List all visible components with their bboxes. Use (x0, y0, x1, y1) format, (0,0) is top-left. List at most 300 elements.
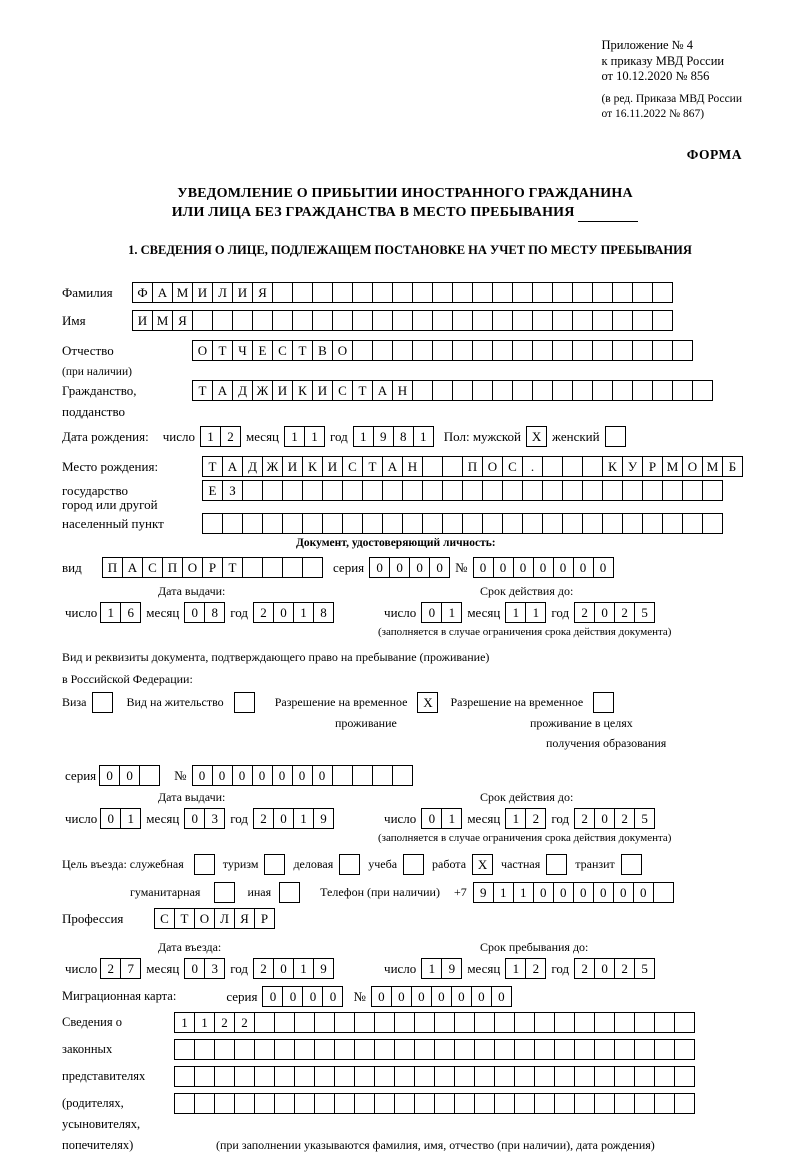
char-cell[interactable] (342, 513, 363, 534)
char-cell[interactable] (542, 480, 563, 501)
char-cell[interactable] (682, 480, 703, 501)
char-cell[interactable] (452, 340, 473, 361)
char-cell[interactable]: 2 (253, 958, 274, 979)
char-cell[interactable] (552, 282, 573, 303)
char-cell[interactable] (654, 1066, 675, 1087)
char-cell[interactable]: 0 (421, 602, 442, 623)
char-cell[interactable] (552, 340, 573, 361)
checkbox-purpose-study[interactable] (403, 854, 424, 875)
input-stay-until-day[interactable] (421, 958, 462, 979)
char-cell[interactable]: О (194, 908, 215, 929)
char-cell[interactable] (414, 1012, 435, 1033)
input-mig-series[interactable] (262, 986, 343, 1007)
checkbox-purpose-official[interactable] (194, 854, 215, 875)
char-cell[interactable]: 0 (232, 765, 253, 786)
char-cell[interactable] (522, 513, 543, 534)
char-cell[interactable]: Т (222, 557, 243, 578)
char-cell[interactable]: 2 (214, 1012, 235, 1033)
char-cell[interactable]: П (162, 557, 183, 578)
char-cell[interactable]: 0 (119, 765, 140, 786)
char-cell[interactable] (602, 480, 623, 501)
char-cell[interactable] (594, 1012, 615, 1033)
char-cell[interactable]: 5 (634, 808, 655, 829)
char-cell[interactable]: X (526, 426, 547, 447)
checkbox-purpose-other[interactable] (279, 882, 300, 903)
char-cell[interactable] (562, 480, 583, 501)
char-cell[interactable] (322, 480, 343, 501)
char-cell[interactable]: 0 (573, 557, 594, 578)
char-cell[interactable] (294, 1066, 315, 1087)
char-cell[interactable]: Е (252, 340, 273, 361)
char-cell[interactable] (292, 310, 313, 331)
char-cell[interactable]: Н (392, 380, 413, 401)
char-cell[interactable]: Т (212, 340, 233, 361)
char-cell[interactable] (592, 380, 613, 401)
char-cell[interactable]: 1 (505, 602, 526, 623)
char-cell[interactable]: 0 (411, 986, 432, 1007)
char-cell[interactable]: А (222, 456, 243, 477)
char-cell[interactable] (394, 1039, 415, 1060)
char-cell[interactable]: 2 (574, 808, 595, 829)
char-cell[interactable]: С (154, 908, 175, 929)
input-name[interactable] (132, 310, 673, 331)
char-cell[interactable]: М (172, 282, 193, 303)
char-cell[interactable] (392, 282, 413, 303)
checkbox-purpose-humanitarian[interactable] (214, 882, 235, 903)
input-birthplace-city-line2[interactable] (202, 480, 723, 501)
char-cell[interactable] (482, 480, 503, 501)
char-cell[interactable] (392, 765, 413, 786)
char-cell[interactable] (552, 380, 573, 401)
input-birth-month[interactable] (284, 426, 325, 447)
char-cell[interactable] (474, 1039, 495, 1060)
char-cell[interactable] (622, 480, 643, 501)
char-cell[interactable] (192, 310, 213, 331)
char-cell[interactable]: И (322, 456, 343, 477)
char-cell[interactable] (174, 1039, 195, 1060)
char-cell[interactable]: А (372, 380, 393, 401)
char-cell[interactable]: 0 (471, 986, 492, 1007)
char-cell[interactable] (546, 854, 567, 875)
char-cell[interactable] (592, 340, 613, 361)
char-cell[interactable] (612, 310, 633, 331)
char-cell[interactable] (494, 1012, 515, 1033)
char-cell[interactable]: 9 (313, 808, 334, 829)
char-cell[interactable]: 0 (533, 882, 554, 903)
char-cell[interactable] (602, 513, 623, 534)
input-surname[interactable] (132, 282, 673, 303)
char-cell[interactable]: З (222, 480, 243, 501)
char-cell[interactable]: 0 (262, 986, 283, 1007)
char-cell[interactable] (632, 340, 653, 361)
char-cell[interactable]: 0 (273, 602, 294, 623)
char-cell[interactable]: 1 (505, 808, 526, 829)
char-cell[interactable] (572, 340, 593, 361)
char-cell[interactable]: 2 (525, 808, 546, 829)
char-cell[interactable] (374, 1093, 395, 1114)
char-cell[interactable]: 0 (431, 986, 452, 1007)
char-cell[interactable] (334, 1093, 355, 1114)
char-cell[interactable] (632, 310, 653, 331)
char-cell[interactable]: 0 (594, 602, 615, 623)
checkbox-visa[interactable] (92, 692, 113, 713)
char-cell[interactable] (279, 882, 300, 903)
char-cell[interactable] (612, 282, 633, 303)
char-cell[interactable] (554, 1066, 575, 1087)
char-cell[interactable]: 0 (593, 882, 614, 903)
char-cell[interactable] (254, 1039, 275, 1060)
char-cell[interactable] (454, 1093, 475, 1114)
char-cell[interactable] (612, 380, 633, 401)
char-cell[interactable] (292, 282, 313, 303)
input-doc-valid-month[interactable] (505, 602, 546, 623)
char-cell[interactable]: Т (352, 380, 373, 401)
char-cell[interactable] (294, 1012, 315, 1033)
char-cell[interactable] (593, 692, 614, 713)
char-cell[interactable] (542, 456, 563, 477)
char-cell[interactable]: 1 (505, 958, 526, 979)
char-cell[interactable]: 0 (100, 808, 121, 829)
checkbox-purpose-private[interactable] (546, 854, 567, 875)
char-cell[interactable] (474, 1012, 495, 1033)
char-cell[interactable] (674, 1066, 695, 1087)
char-cell[interactable] (372, 765, 393, 786)
char-cell[interactable] (352, 765, 373, 786)
char-cell[interactable]: 0 (184, 808, 205, 829)
char-cell[interactable] (572, 380, 593, 401)
char-cell[interactable]: 1 (441, 808, 462, 829)
char-cell[interactable] (582, 480, 603, 501)
char-cell[interactable]: 3 (204, 958, 225, 979)
char-cell[interactable] (392, 340, 413, 361)
char-cell[interactable] (234, 692, 255, 713)
char-cell[interactable] (294, 1039, 315, 1060)
char-cell[interactable]: Ж (262, 456, 283, 477)
char-cell[interactable] (362, 513, 383, 534)
char-cell[interactable] (582, 456, 603, 477)
char-cell[interactable] (232, 310, 253, 331)
char-cell[interactable]: Н (402, 456, 423, 477)
char-cell[interactable]: 0 (451, 986, 472, 1007)
char-cell[interactable] (334, 1039, 355, 1060)
char-cell[interactable] (634, 1039, 655, 1060)
checkbox-purpose-tourism[interactable] (264, 854, 285, 875)
char-cell[interactable] (342, 480, 363, 501)
char-cell[interactable]: С (332, 380, 353, 401)
char-cell[interactable] (672, 380, 693, 401)
char-cell[interactable] (412, 282, 433, 303)
char-cell[interactable] (282, 557, 303, 578)
char-cell[interactable] (514, 1039, 535, 1060)
char-cell[interactable] (382, 480, 403, 501)
char-cell[interactable] (222, 513, 243, 534)
char-cell[interactable] (194, 1039, 215, 1060)
char-cell[interactable] (314, 1012, 335, 1033)
char-cell[interactable] (592, 310, 613, 331)
char-cell[interactable] (394, 1066, 415, 1087)
char-cell[interactable] (262, 557, 283, 578)
char-cell[interactable] (432, 380, 453, 401)
char-cell[interactable] (434, 1093, 455, 1114)
char-cell[interactable]: 0 (322, 986, 343, 1007)
char-cell[interactable] (594, 1066, 615, 1087)
char-cell[interactable]: 0 (421, 808, 442, 829)
char-cell[interactable]: 1 (525, 602, 546, 623)
char-cell[interactable] (642, 513, 663, 534)
input-doc-series[interactable] (369, 557, 450, 578)
input-stay-valid-year[interactable] (574, 808, 655, 829)
char-cell[interactable]: 1 (493, 882, 514, 903)
char-cell[interactable]: 1 (353, 426, 374, 447)
char-cell[interactable]: Р (202, 557, 223, 578)
char-cell[interactable]: Я (172, 310, 193, 331)
char-cell[interactable] (272, 310, 293, 331)
char-cell[interactable] (194, 1066, 215, 1087)
char-cell[interactable]: 0 (184, 958, 205, 979)
char-cell[interactable] (242, 513, 263, 534)
char-cell[interactable] (432, 310, 453, 331)
char-cell[interactable]: Е (202, 480, 223, 501)
char-cell[interactable]: 1 (284, 426, 305, 447)
char-cell[interactable] (652, 310, 673, 331)
char-cell[interactable] (652, 282, 673, 303)
char-cell[interactable]: И (312, 380, 333, 401)
char-cell[interactable] (474, 1066, 495, 1087)
char-cell[interactable]: И (132, 310, 153, 331)
char-cell[interactable]: 2 (234, 1012, 255, 1033)
char-cell[interactable] (534, 1039, 555, 1060)
char-cell[interactable]: Р (254, 908, 275, 929)
checkbox-purpose-work[interactable] (472, 854, 493, 875)
char-cell[interactable]: 1 (304, 426, 325, 447)
char-cell[interactable]: 5 (634, 958, 655, 979)
char-cell[interactable] (622, 513, 643, 534)
char-cell[interactable] (492, 340, 513, 361)
char-cell[interactable]: 0 (613, 882, 634, 903)
char-cell[interactable]: 0 (553, 882, 574, 903)
char-cell[interactable] (653, 882, 674, 903)
char-cell[interactable]: Р (642, 456, 663, 477)
char-cell[interactable]: 0 (473, 557, 494, 578)
input-stay-until-year[interactable] (574, 958, 655, 979)
char-cell[interactable]: 0 (273, 958, 294, 979)
char-cell[interactable] (652, 380, 673, 401)
char-cell[interactable]: У (622, 456, 643, 477)
char-cell[interactable]: С (502, 456, 523, 477)
char-cell[interactable]: О (332, 340, 353, 361)
char-cell[interactable] (442, 456, 463, 477)
input-stay-until-month[interactable] (505, 958, 546, 979)
char-cell[interactable] (274, 1066, 295, 1087)
char-cell[interactable] (594, 1039, 615, 1060)
input-doc-issue-month[interactable] (184, 602, 225, 623)
char-cell[interactable] (674, 1039, 695, 1060)
char-cell[interactable]: К (602, 456, 623, 477)
char-cell[interactable] (274, 1012, 295, 1033)
input-profession[interactable] (154, 908, 275, 929)
char-cell[interactable]: К (292, 380, 313, 401)
char-cell[interactable] (512, 380, 533, 401)
char-cell[interactable] (534, 1012, 555, 1033)
char-cell[interactable] (174, 1066, 195, 1087)
char-cell[interactable] (494, 1039, 515, 1060)
char-cell[interactable] (282, 513, 303, 534)
char-cell[interactable] (412, 340, 433, 361)
char-cell[interactable] (512, 310, 533, 331)
input-stay-issue-day[interactable] (100, 808, 141, 829)
char-cell[interactable] (414, 1039, 435, 1060)
char-cell[interactable] (614, 1039, 635, 1060)
char-cell[interactable]: 0 (409, 557, 430, 578)
char-cell[interactable]: 0 (302, 986, 323, 1007)
char-cell[interactable] (612, 340, 633, 361)
char-cell[interactable] (502, 513, 523, 534)
char-cell[interactable]: М (662, 456, 683, 477)
char-cell[interactable] (432, 282, 453, 303)
char-cell[interactable] (352, 282, 373, 303)
char-cell[interactable]: И (232, 282, 253, 303)
char-cell[interactable] (262, 480, 283, 501)
char-cell[interactable]: 0 (533, 557, 554, 578)
input-entry-day[interactable] (100, 958, 141, 979)
char-cell[interactable] (422, 480, 443, 501)
char-cell[interactable]: Д (232, 380, 253, 401)
char-cell[interactable] (174, 1093, 195, 1114)
input-stay-series[interactable] (99, 765, 160, 786)
char-cell[interactable]: X (472, 854, 493, 875)
char-cell[interactable] (652, 340, 673, 361)
char-cell[interactable]: Ф (132, 282, 153, 303)
char-cell[interactable] (332, 310, 353, 331)
char-cell[interactable] (492, 310, 513, 331)
char-cell[interactable] (572, 282, 593, 303)
char-cell[interactable] (214, 1066, 235, 1087)
input-stay-issue-month[interactable] (184, 808, 225, 829)
char-cell[interactable]: 8 (313, 602, 334, 623)
char-cell[interactable]: П (102, 557, 123, 578)
char-cell[interactable] (614, 1012, 635, 1033)
char-cell[interactable] (494, 1066, 515, 1087)
char-cell[interactable] (262, 513, 283, 534)
char-cell[interactable] (254, 1012, 275, 1033)
char-cell[interactable]: А (152, 282, 173, 303)
char-cell[interactable] (674, 1012, 695, 1033)
char-cell[interactable] (634, 1066, 655, 1087)
char-cell[interactable] (692, 380, 713, 401)
char-cell[interactable] (514, 1066, 535, 1087)
char-cell[interactable] (354, 1012, 375, 1033)
char-cell[interactable]: Л (214, 908, 235, 929)
char-cell[interactable]: 2 (574, 958, 595, 979)
char-cell[interactable] (403, 854, 424, 875)
char-cell[interactable] (354, 1066, 375, 1087)
char-cell[interactable] (512, 340, 533, 361)
char-cell[interactable] (542, 513, 563, 534)
char-cell[interactable]: 9 (373, 426, 394, 447)
char-cell[interactable] (654, 1093, 675, 1114)
char-cell[interactable] (532, 310, 553, 331)
char-cell[interactable] (334, 1012, 355, 1033)
input-birth-day[interactable] (200, 426, 241, 447)
char-cell[interactable] (234, 1093, 255, 1114)
input-entry-month[interactable] (184, 958, 225, 979)
char-cell[interactable] (472, 310, 493, 331)
char-cell[interactable]: П (462, 456, 483, 477)
char-cell[interactable]: 2 (253, 602, 274, 623)
char-cell[interactable] (414, 1066, 435, 1087)
char-cell[interactable]: О (682, 456, 703, 477)
input-legal-rep-line-1[interactable] (174, 1012, 695, 1033)
char-cell[interactable] (374, 1012, 395, 1033)
input-doc-issue-year[interactable] (253, 602, 334, 623)
char-cell[interactable] (252, 310, 273, 331)
char-cell[interactable] (574, 1066, 595, 1087)
char-cell[interactable] (472, 340, 493, 361)
char-cell[interactable] (482, 513, 503, 534)
char-cell[interactable]: И (282, 456, 303, 477)
char-cell[interactable] (264, 854, 285, 875)
char-cell[interactable] (592, 282, 613, 303)
input-doc-issue-day[interactable] (100, 602, 141, 623)
char-cell[interactable] (614, 1093, 635, 1114)
input-legal-rep-line-4[interactable] (174, 1093, 695, 1114)
char-cell[interactable]: 2 (525, 958, 546, 979)
char-cell[interactable] (312, 310, 333, 331)
char-cell[interactable] (402, 480, 423, 501)
char-cell[interactable]: Я (252, 282, 273, 303)
char-cell[interactable]: Т (192, 380, 213, 401)
char-cell[interactable] (352, 340, 373, 361)
char-cell[interactable] (554, 1012, 575, 1033)
char-cell[interactable] (654, 1012, 675, 1033)
char-cell[interactable] (412, 310, 433, 331)
char-cell[interactable] (352, 310, 373, 331)
char-cell[interactable]: 2 (574, 602, 595, 623)
input-legal-rep-line-2[interactable] (174, 1039, 695, 1060)
char-cell[interactable] (139, 765, 160, 786)
char-cell[interactable] (502, 480, 523, 501)
char-cell[interactable] (492, 380, 513, 401)
char-cell[interactable] (254, 1093, 275, 1114)
char-cell[interactable] (332, 765, 353, 786)
char-cell[interactable]: 9 (441, 958, 462, 979)
char-cell[interactable] (302, 513, 323, 534)
char-cell[interactable] (432, 340, 453, 361)
char-cell[interactable] (632, 380, 653, 401)
char-cell[interactable] (562, 456, 583, 477)
char-cell[interactable]: 1 (293, 958, 314, 979)
char-cell[interactable]: 0 (593, 557, 614, 578)
char-cell[interactable]: Я (234, 908, 255, 929)
char-cell[interactable] (552, 310, 573, 331)
char-cell[interactable]: А (212, 380, 233, 401)
char-cell[interactable]: 0 (252, 765, 273, 786)
char-cell[interactable] (372, 282, 393, 303)
checkbox-purpose-business[interactable] (339, 854, 360, 875)
char-cell[interactable] (452, 380, 473, 401)
char-cell[interactable] (472, 282, 493, 303)
char-cell[interactable]: 1 (120, 808, 141, 829)
char-cell[interactable] (372, 340, 393, 361)
char-cell[interactable]: 0 (513, 557, 534, 578)
char-cell[interactable]: 0 (553, 557, 574, 578)
input-phone[interactable] (473, 882, 674, 903)
char-cell[interactable] (654, 1039, 675, 1060)
char-cell[interactable] (532, 380, 553, 401)
char-cell[interactable] (682, 513, 703, 534)
char-cell[interactable]: 1 (293, 808, 314, 829)
char-cell[interactable]: 2 (253, 808, 274, 829)
